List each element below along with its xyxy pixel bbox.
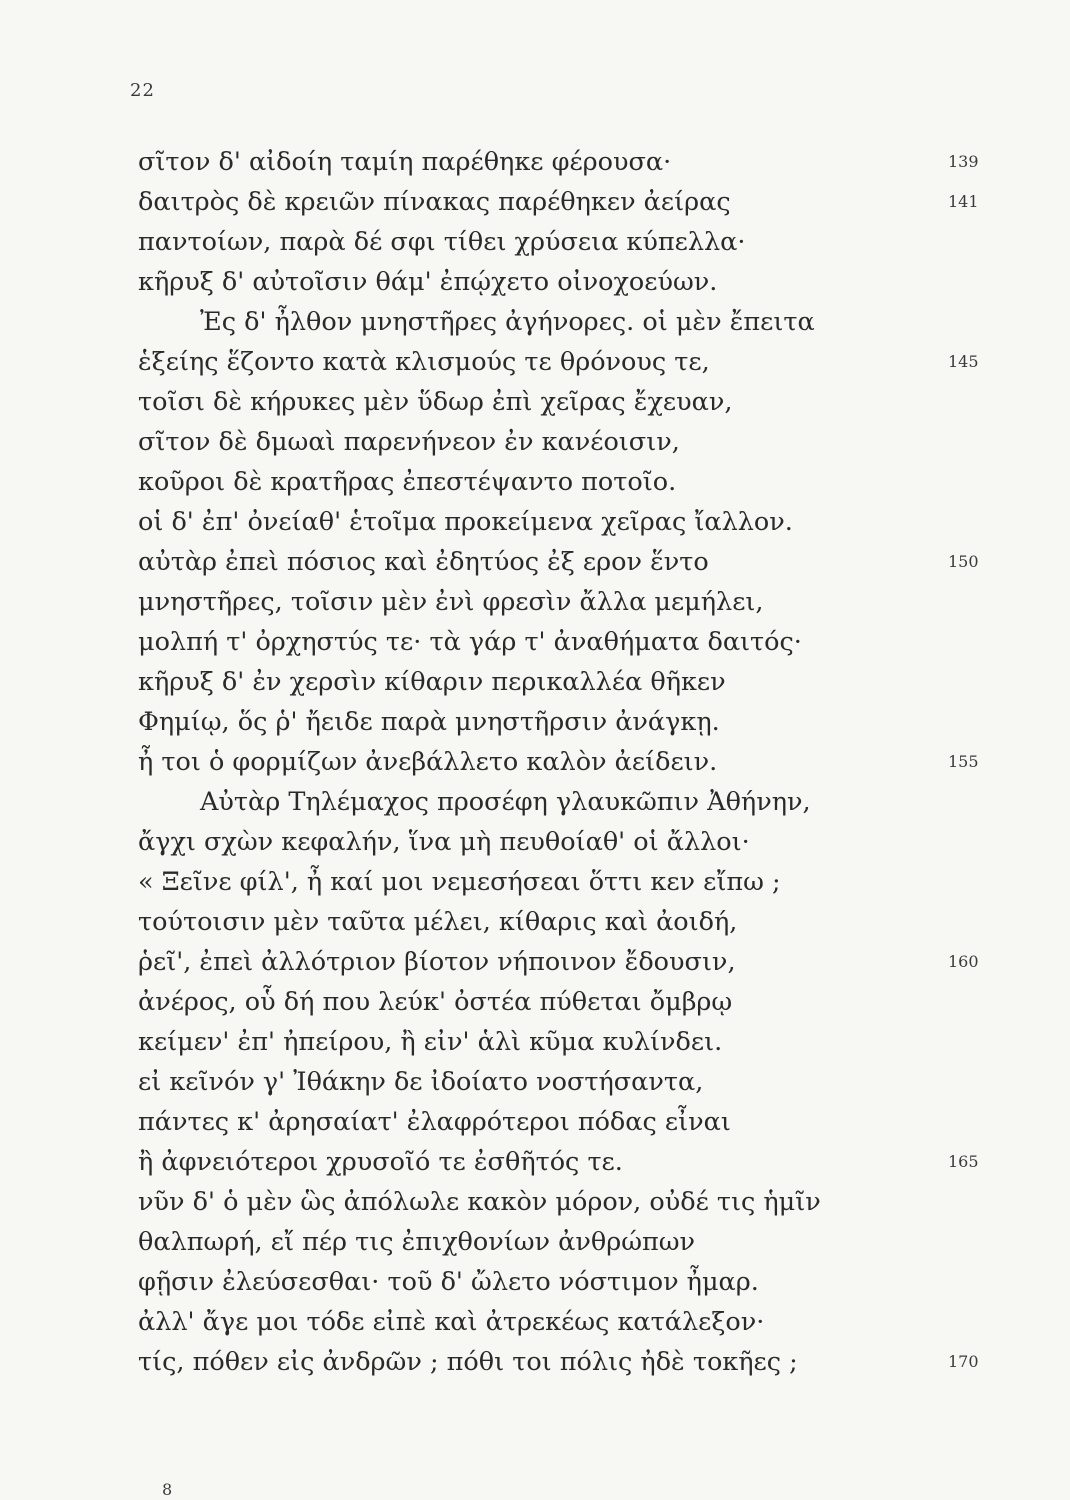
verse-line <box>138 142 979 182</box>
verse-text: ἄγχι σχὼν κεφαλήν, ἵνα μὴ πευθοίαθ' οἱ ἄλλοι· <box>138 827 750 857</box>
verse-line <box>138 742 979 782</box>
verse-line <box>138 902 938 942</box>
line-number: 165 <box>948 1152 979 1171</box>
verse-text: δαιτρὸς δὲ κρειῶν πίνακας παρέθηκεν ἀείρας <box>138 187 731 217</box>
verse-text: μολπή τ' ὀρχηστύς τε· τὰ γάρ τ' ἀναθήματα δαιτός· <box>138 627 802 657</box>
verse-line <box>138 342 979 382</box>
verse-text: τίς, πόθεν εἰς ἀνδρῶν ; πόθι τοι πόλις ἠδὲ τοκῆες ; <box>138 1347 798 1377</box>
verse-text: μνηστῆρες, τοῖσιν μὲν ἐνὶ φρεσὶν ἄλλα μεμήλει, <box>138 587 764 617</box>
verse-line <box>138 542 979 582</box>
verse-line <box>138 782 938 822</box>
verse-line <box>138 1342 979 1382</box>
verse-line <box>138 942 979 982</box>
verse-line <box>138 222 938 262</box>
verse-line <box>138 1102 938 1142</box>
verse-text: κοῦροι δὲ κρατῆρας ἐπεστέψαντο ποτοῖο. <box>138 467 677 497</box>
verse-text: κῆρυξ δ' ἐν χερσὶν κίθαριν περικαλλέα θῆκεν <box>138 667 726 697</box>
verse-text: φῇσιν ἐλεύσεσθαι· τοῦ δ' ὤλετο νόστιμον ἦμαρ. <box>138 1267 759 1297</box>
verse-text: Αὐτὰρ Τηλέμαχος προσέφη γλαυκῶπιν Ἀθήνην, <box>200 787 811 817</box>
verse-line <box>138 982 938 1022</box>
verse-text: Ἐς δ' ἦλθον μνηστῆρες ἀγήνορες. οἱ μὲν ἔπειτα <box>200 307 815 337</box>
line-number: 170 <box>948 1352 979 1371</box>
verse-text: Φημίῳ, ὅς ῥ' ἤειδε παρὰ μνηστῆρσιν ἀνάγκῃ. <box>138 707 720 737</box>
line-number: 150 <box>948 552 979 571</box>
verse-text: ἦ τοι ὁ φορμίζων ἀνεβάλλετο καλὸν ἀείδειν. <box>138 747 718 777</box>
verse-text: ἀλλ' ἄγε μοι τόδε εἰπὲ καὶ ἀτρεκέως κατάλεξον· <box>138 1307 765 1337</box>
verse-line <box>138 582 938 622</box>
line-number: 155 <box>948 752 979 771</box>
verse-line <box>138 1062 938 1102</box>
verse-text: ῥεῖ', ἐπεὶ ἀλλότριον βίοτον νήποινον ἔδουσιν, <box>138 947 736 977</box>
verse-text: « Ξεῖνε φίλ', ἦ καί μοι νεμεσήσεαι ὅττι κεν εἴπω ; <box>138 867 781 897</box>
verse-line <box>138 1302 938 1342</box>
verse-text: πάντες κ' ἀρησαίατ' ἐλαφρότεροι πόδας εἶναι <box>138 1107 731 1137</box>
line-number: 160 <box>948 952 979 971</box>
verse-text: ἀνέρος, οὗ δή που λεύκ' ὀστέα πύθεται ὄμβρῳ <box>138 987 733 1017</box>
footer-signature-mark: 8 <box>162 1480 173 1499</box>
verse-text: τοῖσι δὲ κήρυκες μὲν ὕδωρ ἐπὶ χεῖρας ἔχευαν, <box>138 387 733 417</box>
verse-text: σῖτον δὲ δμωαὶ παρενήνεον ἐν κανέοισιν, <box>138 427 680 457</box>
verse-line <box>138 1222 938 1262</box>
verse-line <box>138 422 938 462</box>
verse-text: παντοίων, παρὰ δέ σφι τίθει χρύσεια κύπελλα· <box>138 227 746 257</box>
verse-line <box>138 182 979 222</box>
verse-line <box>138 302 938 342</box>
verse-text: τούτοισιν μὲν ταῦτα μέλει, κίθαρις καὶ ἀοιδή, <box>138 907 738 937</box>
line-number: 145 <box>948 352 979 371</box>
verse-text: ἢ ἀφνειότεροι χρυσοῖό τε ἐσθῆτός τε. <box>138 1147 623 1177</box>
verse-text: κείμεν' ἐπ' ἠπείρου, ἢ εἰν' ἁλὶ κῦμα κυλίνδει. <box>138 1027 723 1057</box>
verse-text: κῆρυξ δ' αὐτοῖσιν θάμ' ἐπῴχετο οἰνοχοεύων. <box>138 267 718 297</box>
verse-text: οἱ δ' ἐπ' ὀνείαθ' ἑτοῖμα προκείμενα χεῖρας ἴαλλον. <box>138 507 793 537</box>
verse-line <box>138 862 938 902</box>
verse-line <box>138 462 938 502</box>
line-number: 139 <box>948 152 979 171</box>
verse-line <box>138 622 938 662</box>
verse-text: ἑξείης ἕζοντο κατὰ κλισμούς τε θρόνους τε, <box>138 347 710 377</box>
page-number: 22 <box>130 80 155 101</box>
verse-line <box>138 262 938 302</box>
verse-text: νῦν δ' ὁ μὲν ὣς ἀπόλωλε κακὸν μόρον, οὐδέ τις ἡμῖν <box>138 1187 821 1217</box>
verse-line <box>138 822 938 862</box>
verse-line <box>138 382 938 422</box>
verse-line <box>138 1182 938 1222</box>
line-number: 141 <box>948 192 979 211</box>
verse-text-block <box>138 142 979 1382</box>
verse-line <box>138 662 938 702</box>
verse-text: σῖτον δ' αἰδοίη ταμίη παρέθηκε φέρουσα· <box>138 147 672 177</box>
verse-text: εἰ κεῖνόν γ' Ἰθάκην δε ἰδοίατο νοστήσαντα, <box>138 1067 704 1097</box>
verse-line <box>138 502 938 542</box>
verse-line <box>138 1022 938 1062</box>
verse-text: θαλπωρή, εἴ πέρ τις ἐπιχθονίων ἀνθρώπων <box>138 1227 696 1257</box>
verse-text: αὐτὰρ ἐπεὶ πόσιος καὶ ἐδητύος ἐξ ερον ἕντο <box>138 547 709 577</box>
verse-line <box>138 702 938 742</box>
verse-line <box>138 1142 979 1182</box>
verse-line <box>138 1262 938 1302</box>
